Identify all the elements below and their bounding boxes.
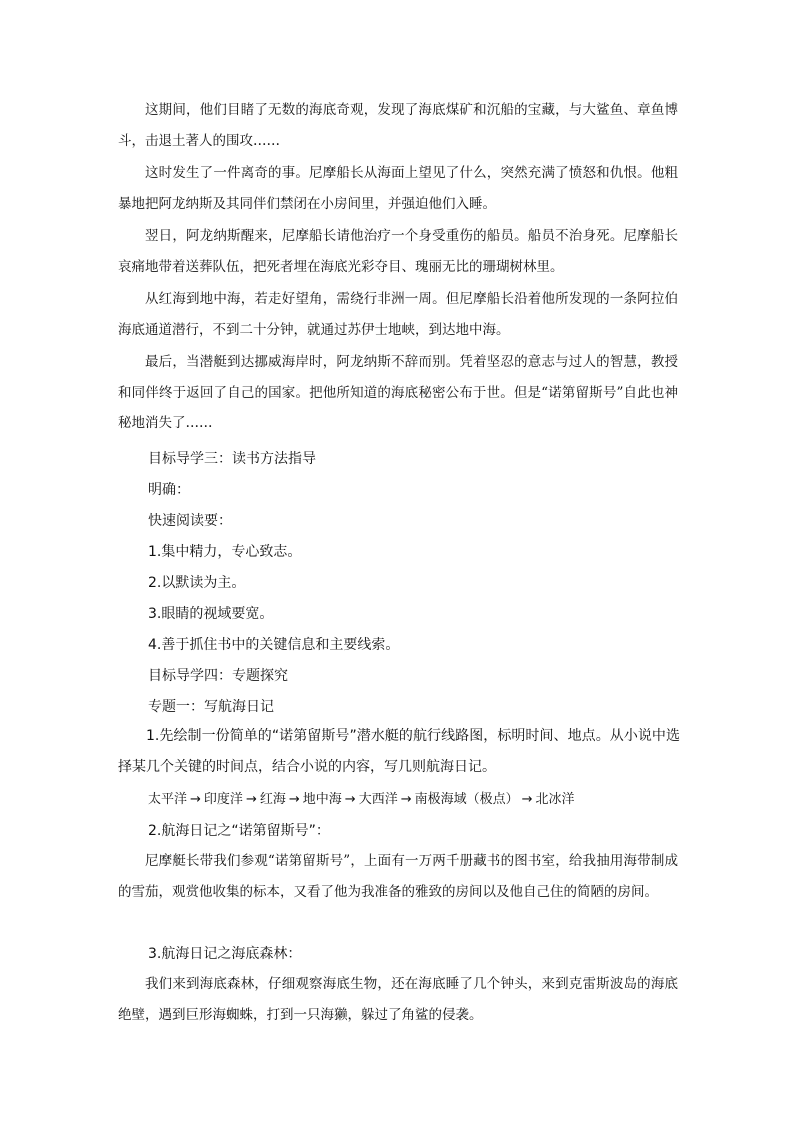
route-stop: 印度洋 [203,792,243,807]
route-stop: 大西洋 [358,792,398,807]
task3-title: 3.航海日记之海底森林： [148,946,302,962]
section3-heading: 目标导学三：读书方法指导 [148,451,316,467]
route-stop: 北冰洋 [535,792,575,807]
section4-heading: 目标导学四：专题探究 [148,668,288,684]
route-stop: 红海 [259,792,286,807]
clarify-label: 明确： [148,482,190,498]
arrow-right-icon: → [245,792,257,807]
arrow-right-icon: → [521,792,533,807]
topic-title: 专题一：写航海日记 [148,699,274,715]
arrow-right-icon: → [400,792,412,807]
paragraph-ending: 最后，当潜艇到达挪威海岸时，阿龙纳斯不辞而别。凭着坚忍的意志与过人的智慧，教授和同伴终于返回了自己的国家。把他所知道的海底秘密公布于世。但是“诺第留斯号”自此也神秘地消失了…… [118,354,678,431]
method-item: 2.以默读为主。 [148,575,246,591]
arrow-right-icon: → [344,792,356,807]
paragraph-coral-burial: 翌日，阿龙纳斯醒来，尼摩船长请他治疗一个身受重伤的船员。船员不治身死。尼摩船长哀痛地带着送葬队伍，把死者埋在海底光彩夺目、瑰丽无比的珊瑚树林里。 [118,228,678,275]
task2-text: 尼摩艇长带我们参观“诺第留斯号”，上面有一万两千册藏书的图书室，给我抽用海带制成的雪茄，观赏他收集的标本，又看了他为我准备的雅致的房间以及他自己住的简陋的房间。 [118,853,678,900]
paragraph-strange-event: 这时发生了一件离奇的事。尼摩船长从海面上望见了什么，突然充满了愤怒和仇恨。他粗暴地把阿龙纳斯及其同伴们禁闭在小房间里，并强迫他们入睡。 [118,165,678,212]
method-item: 3.眼睛的视域要宽。 [148,606,274,622]
paragraph-red-sea-route: 从红海到地中海，若走好望角，需绕行非洲一周。但尼摩船长沿着他所发现的一条阿拉伯海底通道潜行，不到二十分钟，就通过苏伊士地峡，到达地中海。 [118,291,678,338]
method-item: 4.善于抓住书中的关键信息和主要线索。 [148,637,400,653]
route-stop: 太平洋 [148,792,188,807]
paragraph-undersea-wonders: 这期间，他们目睹了无数的海底奇观，发现了海底煤矿和沉船的宝藏，与大鲨鱼、章鱼博斗，击退土著人的围攻…… [118,102,678,149]
task2-title: 2.航海日记之“诺第留斯号”： [148,823,330,839]
method-item: 1.集中精力，专心致志。 [148,544,302,560]
route-stop: 地中海 [302,792,342,807]
fast-reading-label: 快速阅读要： [148,513,232,529]
route-stop: 南极海域（极点） [414,792,519,807]
voyage-route [148,788,575,812]
task3-text: 我们来到海底森林，仔细观察海底生物，还在海底睡了几个钟头，来到克雷斯波岛的海底绝壁，遇到巨形海蜘蛛，打到一只海獭，躲过了角鲨的侵袭。 [118,976,678,1023]
arrow-right-icon: → [190,792,201,807]
arrow-right-icon: → [288,792,300,807]
task1-text: 1.先绘制一份简单的“诺第留斯号”潜水艇的航行线路图，标明时间、地点。从小说中选择某几个关键的时间点，结合小说的内容，写几则航海日记。 [118,728,680,775]
